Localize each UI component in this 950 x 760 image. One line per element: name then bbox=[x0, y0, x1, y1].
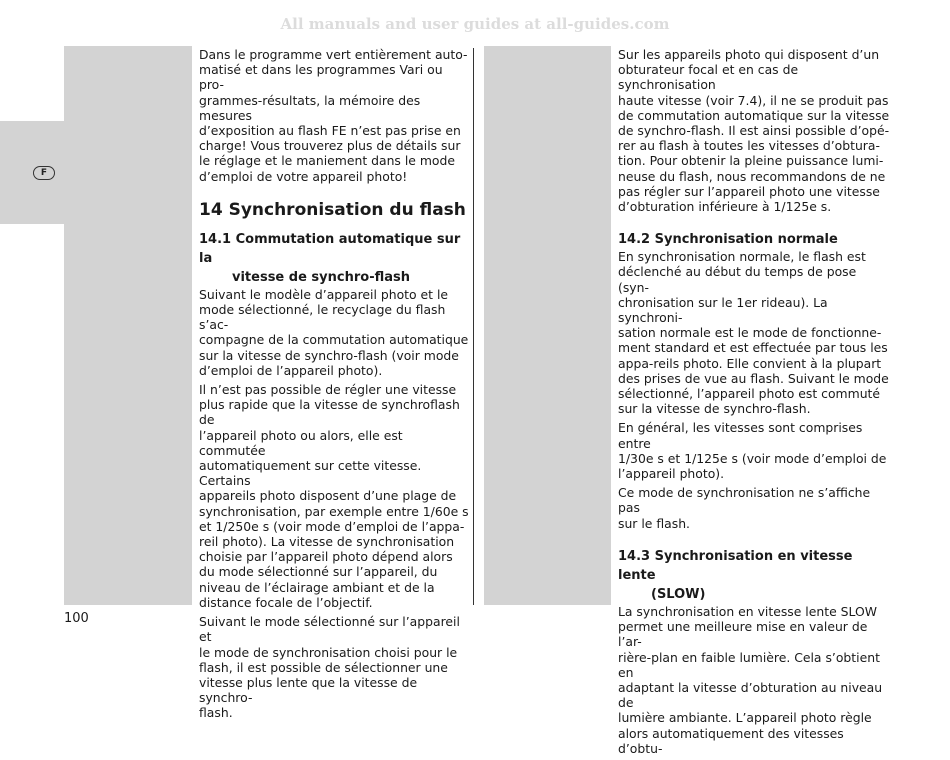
section-heading: 14 Synchronisation du flash bbox=[199, 199, 466, 220]
paragraph: Suivant le mode sélectionné sur l’appareil et le mode de synchronisation choisi pour le flash, il est possible de sélectionner une vitesse plus lente que la vitesse de synchro- flash. bbox=[199, 614, 460, 721]
paragraph: Sur les appareils photo qui disposent d’un obturateur focal et en cas de synchronisation haute vitesse (voir 7.4), il ne se produit pas de commutation automatique sur la vitesse de synchro-flash. Il est ainsi possible d’opé- rer au flash à toutes les vitesses d’obtura- tion. Pour obtenir la pleine puissance lumi- neuse du flash, nous recommandons de ne pas régler sur l’appareil photo une vitesse d’obturation inférieure à 1/125e s. bbox=[618, 47, 890, 215]
paragraph: La synchronisation en vitesse lente SLOW permet une meilleure mise en valeur de l’ar- rière-plan en faible lumière. Cela s’obtient en adaptant la vitesse d’obturation au niveau de lumière ambiante. L’appareil photo règle alors automatiquement des vitesses d’obtu- bbox=[618, 603, 883, 756]
right-column bbox=[618, 47, 890, 760]
left-column bbox=[199, 47, 469, 725]
right-page-gutter bbox=[484, 46, 611, 605]
subsection-heading-14-1: 14.1 Commutation automatique sur la vitesse de synchro-flash bbox=[199, 231, 461, 285]
paragraph: En général, les vitesses sont comprises entre 1/30e s et 1/125e s (voir mode d’emploi de l’appareil photo). bbox=[618, 420, 887, 482]
language-badge: F bbox=[33, 166, 55, 180]
subsection-heading-14-3: 14.3 Synchronisation en vitesse lente (SLOW) bbox=[618, 548, 853, 602]
paragraph: Ce mode de synchronisation ne s’affiche pas sur le flash. bbox=[618, 485, 871, 531]
left-page-gutter bbox=[64, 46, 192, 605]
column-divider bbox=[473, 48, 474, 605]
paragraph: En synchronisation normale, le flash est déclenché au début du temps de pose (syn- chronisation sur le 1er rideau). La synchroni- sation normale est le mode de fonctionne- ment standard et est effectuée par tous les appa-reils photo. Elle convient à la plupart des prises de vue au flash. Suivant le mode sélectionné, l’appareil photo est commuté sur la vitesse de synchro-flash. bbox=[618, 249, 889, 417]
paragraph: Il n’est pas possible de régler une vitesse plus rapide que la vitesse de synchroflash de l’appareil photo ou alors, elle est commutée automatiquement sur cette vitesse. Certains appareils photo disposent d’une plage de synchronisation, par exemple entre 1/60e s et 1/250e s (voir mode d’emploi de l’appa- reil photo). La vitesse de synchronisation choisie par l’appareil photo dépend alors du mode sélectionné sur l’appareil, du niveau de l’éclairage ambiant et de la distance focale de l’objectif. bbox=[199, 382, 469, 610]
watermark: All manuals and user guides at all-guides.com bbox=[280, 15, 670, 33]
subsection-heading-14-2: 14.2 Synchronisation normale bbox=[618, 232, 838, 248]
intro-paragraph: Dans le programme vert entièrement auto- matisé et dans les programmes Vari ou pro- grammes-résultats, la mémoire des mesures d’exposition au flash FE n’est pas prise en charge! Vous trouverez plus de détails sur le réglage et le maniement dans le mode d’emploi de votre appareil photo! bbox=[199, 47, 468, 184]
page-number: 100 bbox=[64, 611, 89, 626]
paragraph: Suivant le modèle d’appareil photo et le mode sélectionné, le recyclage du flash s’ac- compagne de la commutation automatique sur la vitesse de synchro-flash (voir mode d’emploi de l’appareil photo). bbox=[199, 286, 469, 378]
